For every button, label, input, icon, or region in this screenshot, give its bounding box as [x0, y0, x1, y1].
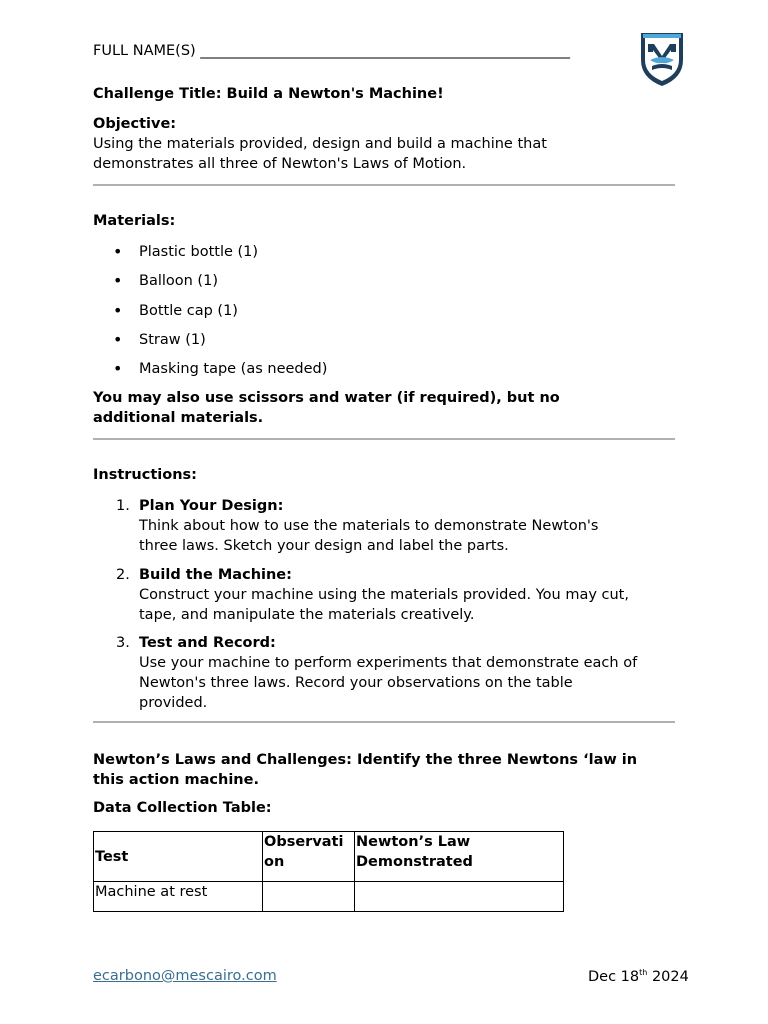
step-line: Think about how to use the materials to demonstrate Newton's — [139, 518, 599, 534]
materials-note-line-2: additional materials. — [93, 410, 264, 426]
step-build — [139, 565, 679, 625]
school-logo — [638, 30, 686, 88]
header-observation-line-1: Observati — [264, 834, 344, 850]
step-line: Construct your machine using the materials provided. You may cut, — [139, 587, 629, 603]
footer-date — [588, 968, 689, 985]
date-prefix: Dec 18 — [588, 968, 640, 985]
table-row — [94, 882, 564, 912]
step-line: provided. — [139, 695, 208, 711]
objective-line-2: demonstrates all three of Newton's Laws of Motion. — [93, 156, 467, 172]
header-test: Test — [94, 832, 263, 882]
step-number: 3. — [116, 635, 130, 651]
cell-observation[interactable] — [263, 882, 355, 912]
laws-heading-line-2: this action machine. — [93, 772, 259, 788]
email-link[interactable]: ecarbono@mescairo.com — [93, 968, 277, 984]
step-line: three laws. Sketch your design and label the parts. — [139, 538, 509, 554]
step-title: Test and Record: — [139, 635, 276, 651]
table-heading: Data Collection Table: — [93, 800, 272, 816]
material-item: Masking tape (as needed) — [139, 361, 328, 377]
cell-law[interactable] — [355, 882, 564, 912]
challenge-title: Challenge Title: Build a Newton's Machine! — [93, 86, 444, 102]
bullet-icon: • — [113, 330, 123, 349]
material-item: Straw (1) — [139, 332, 206, 348]
divider — [93, 721, 675, 723]
material-item: Bottle cap (1) — [139, 303, 238, 319]
objective-heading: Objective: — [93, 116, 177, 132]
objective-line-1: Using the materials provided, design and build a machine that — [93, 136, 547, 152]
materials-note-line-1: You may also use scissors and water (if required), but no — [93, 390, 560, 406]
data-collection-table — [93, 831, 564, 912]
material-item: Plastic bottle (1) — [139, 244, 259, 260]
step-line: Newton's three laws. Record your observations on the table — [139, 675, 573, 691]
header-observation — [263, 832, 355, 882]
step-line: Use your machine to perform experiments that demonstrate each of — [139, 655, 638, 671]
step-title: Plan Your Design: — [139, 498, 284, 514]
date-suffix-ordinal: th — [639, 968, 648, 977]
cell-test: Machine at rest — [94, 882, 263, 912]
materials-heading: Materials: — [93, 213, 176, 229]
step-number: 2. — [116, 567, 130, 583]
table-header-row — [94, 832, 564, 882]
header-law-line-2: Demonstrated — [356, 854, 473, 870]
bullet-icon: • — [113, 271, 123, 290]
step-test — [139, 633, 679, 713]
header-law — [355, 832, 564, 882]
laws-heading-line-1: Newton’s Laws and Challenges: Identify the three Newtons ‘law in — [93, 752, 638, 768]
header-observation-line-2: on — [264, 854, 285, 870]
step-number: 1. — [116, 498, 130, 514]
header-law-line-1: Newton’s Law — [356, 834, 471, 850]
divider — [93, 184, 675, 186]
step-plan — [139, 496, 679, 556]
instructions-heading: Instructions: — [93, 467, 197, 483]
material-item: Balloon (1) — [139, 273, 218, 289]
divider — [93, 438, 675, 440]
date-year: 2024 — [647, 968, 689, 985]
bullet-icon: • — [113, 359, 123, 378]
bullet-icon: • — [113, 242, 123, 261]
full-name-field[interactable]: FULL NAME(S) ___________________________________________________ — [93, 43, 571, 59]
bullet-icon: • — [113, 301, 123, 320]
step-title: Build the Machine: — [139, 567, 292, 583]
step-line: tape, and manipulate the materials creatively. — [139, 607, 475, 623]
